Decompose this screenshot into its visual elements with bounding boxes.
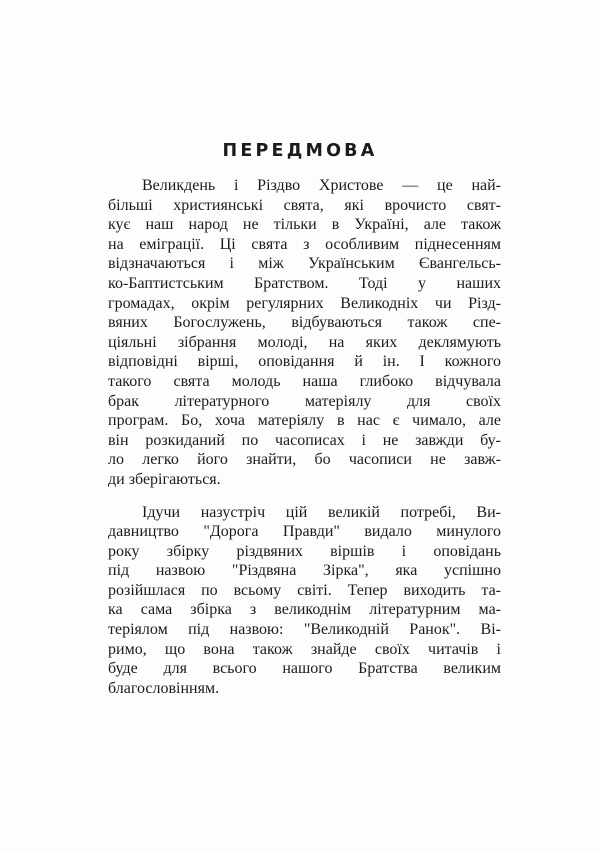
text-line: такого свята молодь наша глибоко відчувала [108,372,501,390]
text-line: ди зберігаються. [108,470,221,488]
text-line: буде для всього нашого Братства великим [108,660,501,678]
text-line: ло легко його знайти, бо часописи не завж‐ [108,451,501,469]
text-line: теріялом під назвою: "Великодній Ранок". Ві‐ [108,621,501,639]
preface-body [108,176,501,698]
paragraph-2 [108,503,501,699]
text-line: Великдень і Різдво Христове — це най- [142,177,501,194]
text-line: ціяльні зібрання молоді, на яких деклямують [108,333,501,351]
text-line: громадах, окрім регулярних Великодніх чи Різд‐ [108,294,501,312]
text-line: ко-Баптистським Братством. Тоді у наших [108,274,501,292]
text-line: давництво "Дорога Правди" видало минулого [108,523,501,541]
text-line: відзначаються і між Українським Євангельсь‐ [108,255,501,273]
text-line: під назвою "Різдвяна Зірка", яка успішно [108,562,501,580]
text-line: на еміграції. Ці свята з особливим піднесенням [108,235,501,253]
text-line: римо, що вона також знайде своїх читачів і [108,640,501,658]
text-line: року збірку різдвяних віршів і оповідань [108,542,501,560]
text-line: Ідучи назустріч цій великій потребі, Ви‐ [142,503,501,521]
text-line: програм. Бо, хоча матеріялу в нас є чимало, але [108,412,501,430]
text-line: ка сама збірка з великоднім літературним ма‐ [108,601,501,619]
paragraph-1 [108,176,501,490]
text-line: він розкиданий по часописах і не завжди бу‐ [108,431,501,449]
text-line: відповідні вірші, оповідання й ін. І кожного [108,353,501,371]
text-line: розійшлася по всьому світі. Тепер виходить та‐ [108,581,501,599]
page-title: ПЕРЕДМОВА [222,141,378,161]
text-line: більші християнські свята, які врочисто свят‐ [108,196,501,214]
text-line: кує наш народ не тільки в Україні, але також [108,216,501,234]
text-line: благословінням. [108,679,220,697]
text-line: вяних Богослужень, відбуваються також спе‐ [108,314,501,332]
text-line: брак літературного матеріялу для своїх [108,392,501,410]
